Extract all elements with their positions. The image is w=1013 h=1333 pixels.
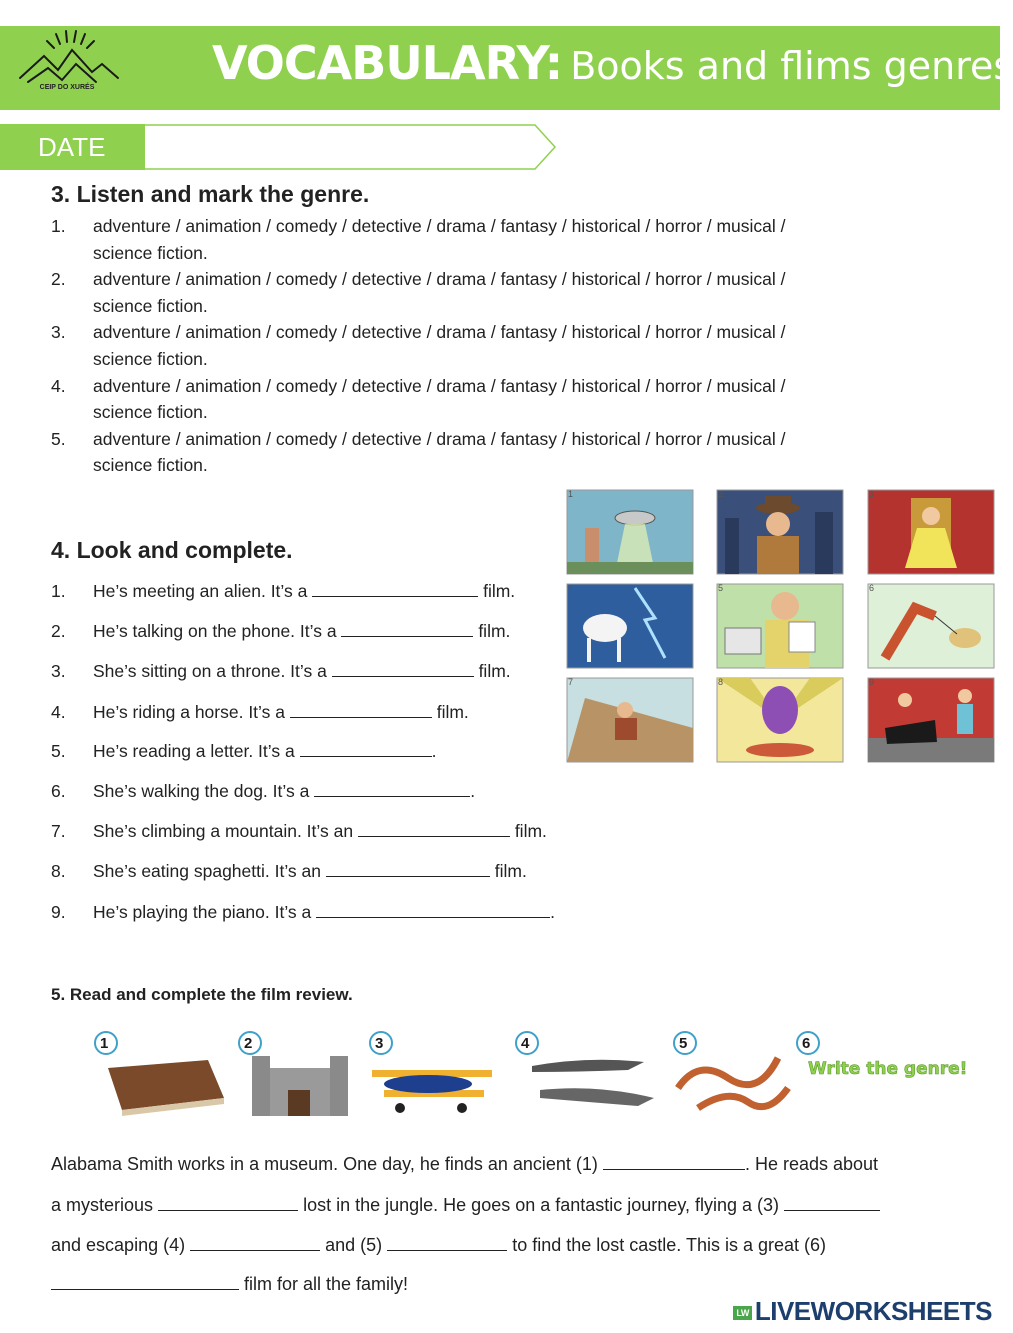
picture-1-alien — [567, 490, 693, 574]
section5-heading: 5. Read and complete the film review. — [51, 985, 353, 1004]
review-text: and (5) — [325, 1235, 383, 1255]
item-number: 8. — [51, 861, 66, 881]
picture-number-1: 1 — [100, 1035, 109, 1052]
answer-blank[interactable] — [312, 580, 478, 597]
item-number: 5. — [51, 429, 66, 449]
item-number: 2. — [51, 621, 66, 641]
review-text: a mysterious — [51, 1195, 154, 1215]
item-number: 4. — [51, 702, 66, 722]
section4-heading: 4. Look and complete. — [51, 537, 293, 563]
brand-text: LIVEWORKSHEETS — [754, 1296, 992, 1326]
answer-blank[interactable] — [387, 1234, 507, 1251]
brand-logo-icon: LW — [733, 1306, 752, 1320]
item-number: 9. — [51, 902, 66, 922]
answer-blank[interactable] — [341, 620, 473, 637]
fill-sentence — [51, 580, 515, 602]
write-genre-label: Write the genre! — [808, 1059, 968, 1079]
genre-option-cont[interactable]: science fiction. — [93, 455, 208, 475]
answer-blank[interactable] — [290, 701, 432, 718]
picture-7-mountain — [567, 678, 693, 762]
item-number: 1. — [51, 581, 66, 601]
sentence-text: She’s walking the dog. It’s a — [93, 781, 310, 801]
genre-option-cont[interactable]: science fiction. — [93, 349, 208, 369]
logo-caption: CEIP DO XURÉS — [39, 84, 95, 91]
answer-blank[interactable] — [51, 1273, 239, 1290]
genre-options[interactable]: adventure / animation / comedy / detective / drama / fantasy / historical / horror / musical / — [93, 429, 786, 449]
review-text: Alabama Smith works in a museum. One day, he finds an ancient (1) — [51, 1154, 598, 1174]
item-number: 4. — [51, 376, 66, 396]
fill-sentence — [51, 820, 547, 842]
answer-blank[interactable] — [358, 820, 510, 837]
crocodile-icon — [532, 1060, 654, 1106]
review-text: to find the lost castle. This is a great (6) — [512, 1235, 827, 1255]
answer-blank[interactable] — [332, 660, 474, 677]
item-number: 2. — [51, 269, 66, 289]
sentence-text: He’s meeting an alien. It’s a — [93, 581, 308, 601]
fill-sentence — [51, 780, 475, 802]
sentence-text: He’s talking on the phone. It’s a — [93, 621, 337, 641]
picture-2-detective — [717, 490, 843, 574]
picture-3-throne — [868, 490, 994, 574]
sentence-text: She’s sitting on a throne. It’s a — [93, 661, 327, 681]
picture-8-spaghetti — [717, 678, 843, 762]
section3-heading: 3. Listen and mark the genre. — [51, 181, 370, 207]
genre-option-cont[interactable]: science fiction. — [93, 402, 208, 422]
sentence-end: film. — [478, 621, 511, 641]
item-number: 5. — [51, 741, 66, 761]
picture-4-horse — [567, 584, 693, 668]
review-line — [51, 1273, 408, 1295]
review-text: . He reads about — [744, 1154, 879, 1174]
airplane-icon — [372, 1070, 492, 1113]
genre-pictures-grid — [565, 488, 997, 766]
page-title — [212, 28, 1013, 98]
castle-icon — [252, 1056, 348, 1116]
genre-options[interactable]: adventure / animation / comedy / detective / drama / fantasy / historical / horror / musical / — [93, 269, 786, 289]
answer-blank[interactable] — [603, 1153, 745, 1170]
genre-option-row[interactable] — [51, 216, 786, 237]
picture-number-2: 2 — [244, 1035, 253, 1052]
genre-options[interactable]: adventure / animation / comedy / detective / drama / fantasy / historical / horror / musical / — [93, 322, 786, 342]
answer-blank[interactable] — [784, 1194, 880, 1211]
sentence-text: She’s eating spaghetti. It’s an — [93, 861, 321, 881]
sentence-end: film. — [514, 821, 547, 841]
liveworksheets-brand — [733, 1296, 992, 1327]
item-number: 1. — [51, 216, 66, 236]
picture-number-4: 4 — [568, 583, 574, 593]
sentence-text: He’s reading a letter. It’s a — [93, 741, 295, 761]
picture-number-5: 5 — [679, 1035, 688, 1052]
genre-option-row[interactable] — [51, 322, 786, 343]
sentence-end: film. — [478, 661, 511, 681]
picture-6-dog — [868, 584, 994, 668]
genre-option-row[interactable] — [51, 429, 786, 450]
genre-options[interactable]: adventure / animation / comedy / detective / drama / fantasy / historical / horror / musical / — [93, 376, 786, 396]
review-line — [51, 1194, 880, 1216]
answer-blank[interactable] — [314, 780, 470, 797]
item-number: 7. — [51, 821, 66, 841]
picture-number-5: 5 — [718, 583, 724, 593]
fill-sentence — [51, 620, 510, 642]
sentence-end: film. — [494, 861, 527, 881]
review-text: film for all the family! — [244, 1274, 409, 1294]
item-number: 3. — [51, 322, 66, 342]
fill-sentence — [51, 740, 436, 762]
review-pictures-row — [88, 1028, 968, 1124]
review-text: and escaping (4) — [51, 1235, 186, 1255]
book-icon — [108, 1060, 224, 1116]
title-sub: Books and flims genres — [570, 44, 1013, 88]
title-main: VOCABULARY: — [212, 36, 563, 90]
fill-sentence — [51, 901, 555, 923]
picture-number-2: 2 — [718, 489, 724, 499]
picture-number-3: 3 — [375, 1035, 384, 1052]
school-logo-icon — [14, 26, 124, 110]
sentence-end: . — [470, 781, 476, 801]
answer-blank[interactable] — [190, 1234, 320, 1251]
sentence-end: film. — [436, 702, 469, 722]
picture-number-6: 6 — [869, 583, 875, 593]
genre-options[interactable]: adventure / animation / comedy / detective / drama / fantasy / historical / horror / musical / — [93, 216, 786, 236]
answer-blank[interactable] — [316, 901, 550, 918]
picture-number-6: 6 — [802, 1035, 811, 1052]
fill-sentence — [51, 701, 469, 723]
review-line — [51, 1153, 878, 1175]
picture-number-3: 3 — [869, 489, 875, 499]
review-text: lost in the jungle. He goes on a fantastic journey, flying a (3) — [303, 1195, 780, 1215]
sentence-end: film. — [483, 581, 516, 601]
answer-blank[interactable] — [158, 1194, 298, 1211]
sentence-text: He’s riding a horse. It’s a — [93, 702, 285, 722]
genre-option-row[interactable] — [51, 269, 786, 290]
sentence-text: She’s climbing a mountain. It’s an — [93, 821, 354, 841]
picture-number-8: 8 — [718, 677, 724, 687]
sentence-end: . — [431, 741, 437, 761]
item-number: 3. — [51, 661, 66, 681]
genre-option-cont[interactable]: science fiction. — [93, 243, 208, 263]
snake-icon — [678, 1058, 788, 1108]
sentence-text: He’s playing the piano. It’s a — [93, 902, 312, 922]
picture-5-letter — [717, 584, 843, 668]
picture-9-piano — [868, 678, 994, 762]
fill-sentence — [51, 860, 527, 882]
answer-blank[interactable] — [326, 860, 490, 877]
picture-number-7: 7 — [568, 677, 574, 687]
picture-number-4: 4 — [521, 1035, 530, 1052]
date-field[interactable] — [145, 124, 557, 170]
sentence-end: . — [550, 902, 555, 922]
genre-option-row[interactable] — [51, 376, 786, 397]
picture-number-1: 1 — [568, 489, 574, 499]
fill-sentence — [51, 660, 511, 682]
review-line — [51, 1234, 826, 1256]
item-number: 6. — [51, 781, 66, 801]
genre-option-cont[interactable]: science fiction. — [93, 296, 208, 316]
date-label: DATE — [0, 124, 145, 170]
answer-blank[interactable] — [300, 740, 432, 757]
picture-number-9: 9 — [869, 677, 875, 687]
